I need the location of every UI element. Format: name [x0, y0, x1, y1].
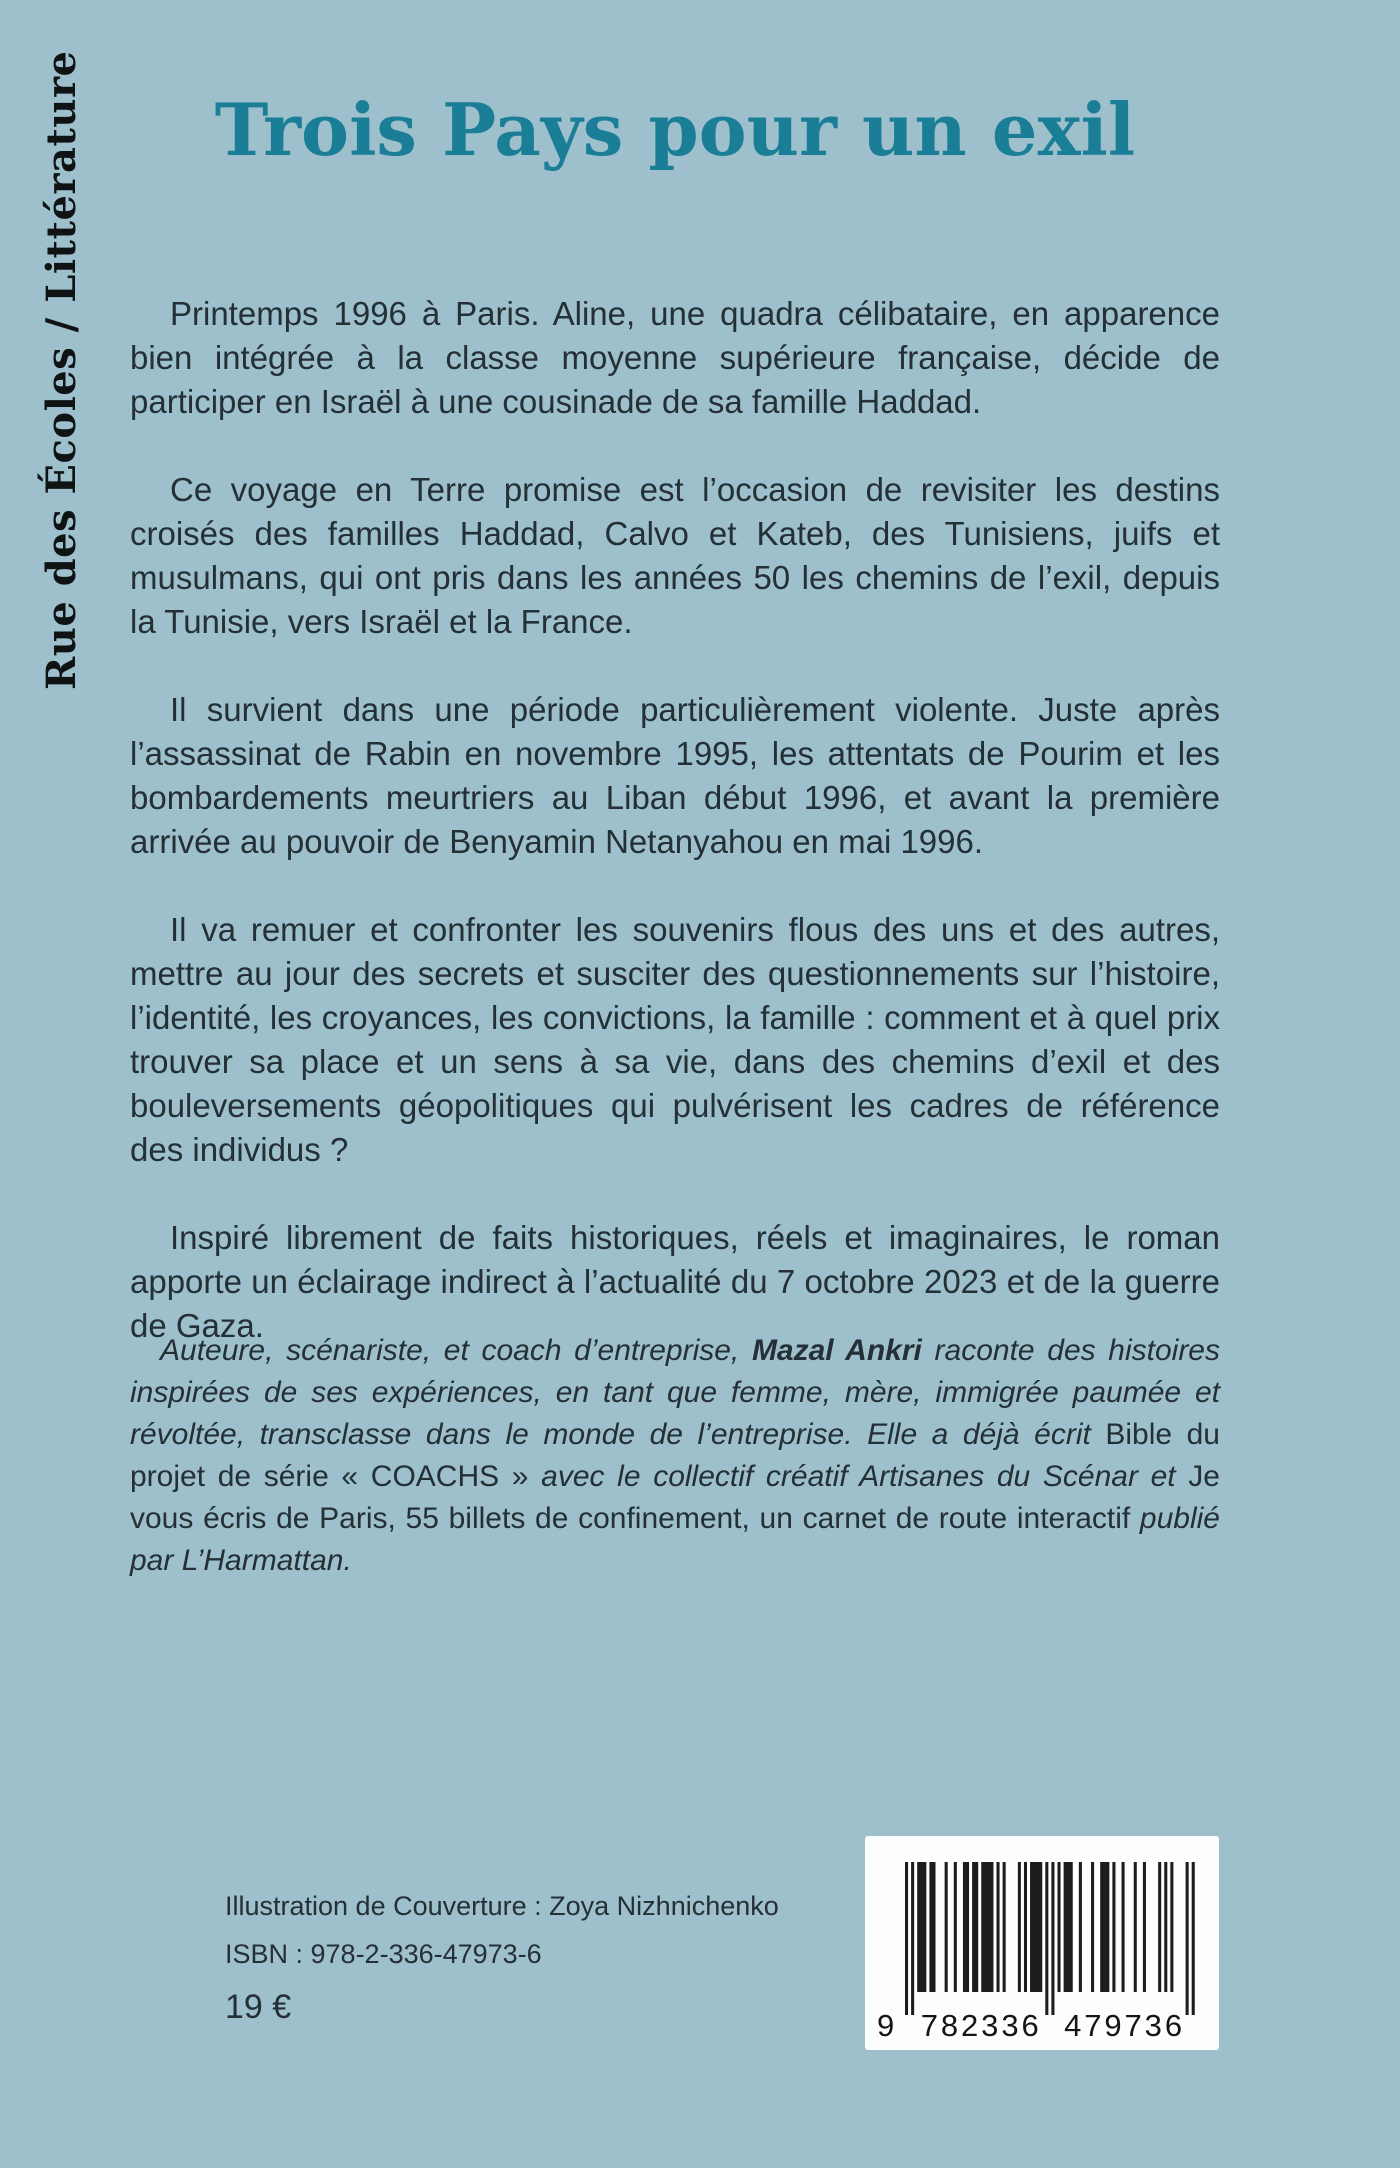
synopsis-paragraph: Il survient dans une période particulièrement violente. Juste après l’assassinat de Rabin en novembre 1995, les attentats de Pourim et les bombardements meurtriers au Liban début 1996, et avant la première arrivée au pouvoir de Benyamin Netanyahou en mai 1996.: [130, 691, 1220, 860]
bio-segment: Auteure, scénariste, et coach d’entreprise,: [160, 1334, 752, 1367]
bio-segment: Mazal Ankri: [751, 1334, 922, 1367]
svg-text:782336: 782336: [920, 2008, 1039, 2043]
synopsis-paragraph: Il va remuer et confronter les souvenirs flous des uns et des autres, mettre au jour des secrets et susciter des questionnements sur l’histoire, l’identité, les croyances, les convictions, la famille : comment et à quel prix trouver sa place et un sens à sa vie, dans des chemins d’exil et des bouleversements géopolitiques qui pulvérisent les cadres de référence des individus ?: [130, 911, 1220, 1168]
synopsis-paragraph: Ce voyage en Terre promise est l’occasion de revisiter les destins croisés des familles Haddad, Calvo et Kateb, des Tunisiens, juifs et musulmans, qui ont pris dans les années 50 les chemins de l’exil, depuis la Tunisie, vers Israël et la France.: [130, 471, 1220, 640]
synopsis-paragraph: Printemps 1996 à Paris. Aline, une quadra célibataire, en apparence bien intégrée à la classe moyenne supérieure française, décide de participer en Israël à une cousinade de sa famille Haddad.: [130, 295, 1220, 420]
bio-segment: Bible du projet de série « COACHS »: [130, 1418, 1220, 1493]
bio-segment: publié par L’Harmattan.: [130, 1502, 1220, 1577]
ean13-barcode: [865, 1836, 1219, 2050]
synopsis: [130, 292, 1220, 1348]
book-title: Trois Pays pour un exil: [214, 87, 1136, 172]
back-cover-text: [130, 292, 1220, 1582]
svg-text:9: 9: [877, 2008, 895, 2043]
bio-segment: raconte des histoires inspirées de ses expériences, en tant que femme, mère, immigrée paumée et révoltée, transclasse dans le monde de l’entreprise. Elle a déjà écrit: [130, 1334, 1220, 1451]
barcode-panel: [865, 1836, 1219, 2050]
cover-illustration-credit: Illustration de Couverture : Zoya Nizhnichenko: [225, 1891, 779, 1921]
isbn-number: ISBN : 978-2-336-47973-6: [225, 1939, 542, 1969]
collection-label: Rue des Écoles / Littérature: [38, 50, 85, 690]
svg-text:479736: 479736: [1064, 2008, 1183, 2043]
author-bio: [130, 1330, 1220, 1582]
credits-block: [225, 1882, 779, 2036]
bio-segment: Je vous écris de Paris, 55 billets de confinement, un carnet de route interactif: [130, 1460, 1220, 1535]
bio-segment: avec le collectif créatif Artisanes du Scénar et: [528, 1460, 1189, 1493]
synopsis-paragraph: Inspiré librement de faits historiques, réels et imaginaires, le roman apporte un éclairage indirect à l’actualité du 7 octobre 2023 et de la guerre de Gaza.: [130, 1219, 1220, 1344]
price: 19 €: [225, 1988, 292, 2026]
